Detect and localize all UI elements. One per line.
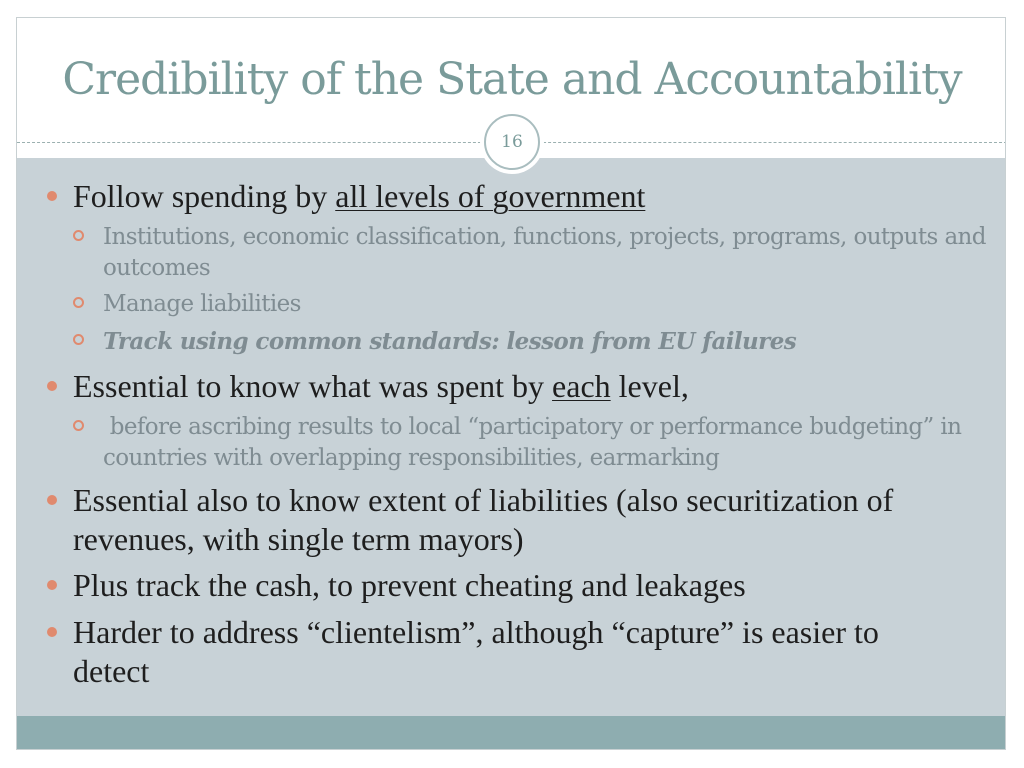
bullet-dot-icon: [47, 627, 57, 637]
sub-bullet-text: Institutions, economic classification, functions, projects, programs, outputs and outcomes: [103, 224, 986, 281]
bullet-text-end: level,: [610, 368, 689, 404]
bullet-item: [73, 566, 953, 605]
slide-title: Credibility of the State and Accountability: [62, 54, 962, 105]
bullet-text: Follow spending by: [73, 178, 336, 214]
bullet-item: [73, 177, 953, 216]
footer-band: [17, 716, 1005, 750]
bullet-item: [73, 481, 953, 559]
bullet-item: [73, 613, 953, 691]
slide: [16, 17, 1006, 750]
bullet-dot-icon: [47, 191, 57, 201]
bullet-dot-icon: [47, 381, 57, 391]
slide-number-badge: [484, 114, 540, 170]
bullet-ring-icon: [73, 420, 84, 431]
bullet-underlined-text: all levels of government: [335, 178, 646, 214]
bullet-text: Plus track the cash, to prevent cheating and leakages: [73, 567, 746, 603]
sub-bullet-text: Track using common standards: lesson from EU failures: [103, 328, 797, 355]
bullet-dot-icon: [47, 495, 57, 505]
bullet-dot-icon: [47, 580, 57, 590]
bullet-item: [73, 367, 953, 406]
sub-bullet-item: [103, 222, 993, 284]
sub-bullet-text: Manage liabilities: [103, 291, 301, 317]
bullet-ring-icon: [73, 297, 84, 308]
bullet-text: Essential to know what was spent by: [73, 368, 553, 404]
bullet-ring-icon: [73, 334, 84, 345]
slide-number: 16: [501, 132, 523, 152]
sub-bullet-item: [103, 412, 993, 474]
bullet-ring-icon: [73, 230, 84, 241]
sub-bullet-text: before ascribing results to local “participatory or performance budgeting” in countries with overlapping responsibilities, earmarking: [103, 414, 969, 471]
bullet-text: Harder to address “clientelism”, although “capture” is easier to detect: [73, 614, 879, 689]
bullet-text: Essential also to know extent of liabilities (also securitization of revenues, with single term mayors): [73, 482, 894, 557]
sub-bullet-item: [103, 289, 993, 320]
bullet-underlined-text: each: [552, 368, 611, 404]
sub-bullet-item: [103, 326, 993, 357]
